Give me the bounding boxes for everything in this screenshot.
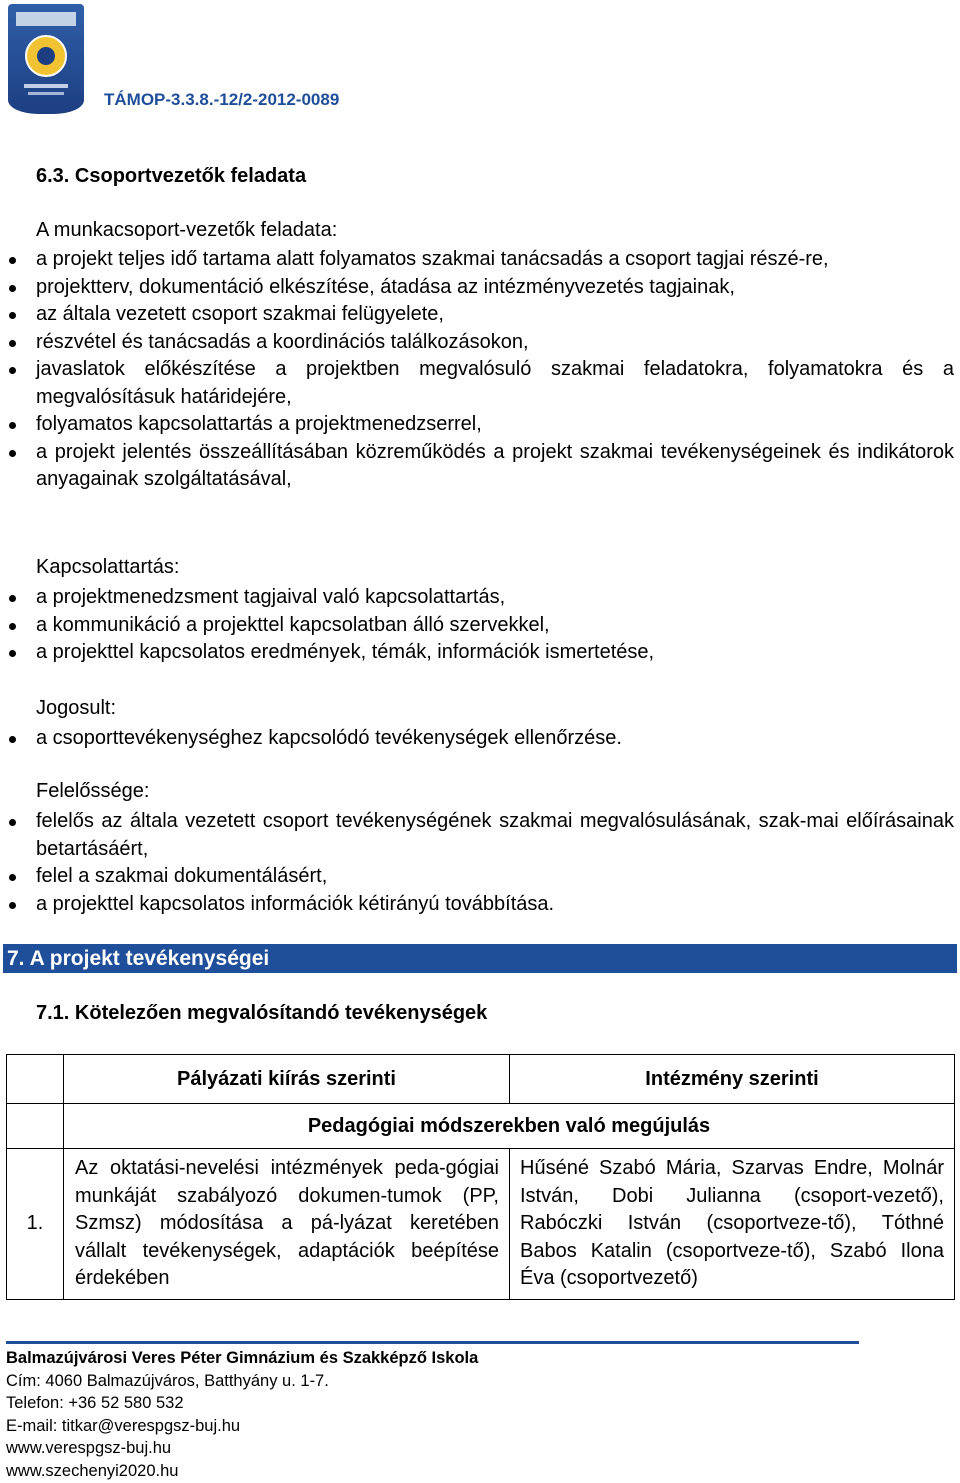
list-item: a projekttel kapcsolatos eredmények, témák, információk ismertetése, xyxy=(0,639,960,667)
activities-table xyxy=(6,1054,955,1300)
list-item: a csoporttevékenységhez kapcsolódó tevékenységek ellenőrzése. xyxy=(0,725,960,753)
column-header: Pályázati kiírás szerinti xyxy=(64,1055,510,1104)
task-list xyxy=(0,246,960,494)
bullet-icon xyxy=(9,819,16,826)
bullet-icon xyxy=(9,312,16,319)
section-heading-7: 7. A projekt tevékenységei xyxy=(3,944,957,973)
footer-address: Cím: 4060 Balmazújváros, Batthyány u. 1-7. xyxy=(6,1371,329,1390)
table-empty-cell xyxy=(7,1104,64,1149)
bullet-icon xyxy=(9,257,16,264)
footer-divider xyxy=(6,1341,859,1344)
list-item: a projekt teljes idő tartama alatt folyamatos szakmai tanácsadás a csoport tagjai részé-re, xyxy=(0,246,960,274)
list-item: projektterv, dokumentáció elkészítése, átadása az intézményvezetés tagjainak, xyxy=(0,274,960,302)
list-item: felel a szakmai dokumentálásért, xyxy=(0,863,960,891)
footer-school-name: Balmazújvárosi Veres Péter Gimnázium és Szakképző Iskola xyxy=(6,1349,479,1367)
list-item: folyamatos kapcsolattartás a projektmenedzserrel, xyxy=(0,411,960,439)
intro-text: A munkacsoport-vezetők feladata: xyxy=(36,219,338,241)
school-logo xyxy=(8,4,84,114)
project-code: TÁMOP-3.3.8.-12/2-2012-0089 xyxy=(104,90,340,109)
column-header: Intézmény szerinti xyxy=(510,1055,955,1104)
section-title-6-3: 6.3. Csoportvezetők feladata xyxy=(36,165,307,187)
bullet-icon xyxy=(9,422,16,429)
jogosult-list xyxy=(0,725,960,753)
list-item: a projekttel kapcsolatos információk kétirányú továbbítása. xyxy=(0,891,960,919)
table-row xyxy=(7,1149,955,1300)
footer-email: E-mail: titkar@verespgsz-buj.hu xyxy=(6,1416,241,1435)
bullet-icon xyxy=(9,623,16,630)
list-item: a projektmenedzsment tagjaival való kapcsolattartás, xyxy=(0,584,960,612)
table-empty-cell xyxy=(7,1055,64,1104)
list-item: az általa vezetett csoport szakmai felügyelete, xyxy=(0,301,960,329)
bullet-icon xyxy=(9,285,16,292)
bullet-icon xyxy=(9,450,16,457)
footer xyxy=(6,1347,478,1483)
category-header: Pedagógiai módszerekben való megújulás xyxy=(64,1104,955,1149)
section-title-7-1: 7.1. Kötelezően megvalósítandó tevékenységek xyxy=(36,1002,488,1024)
list-item: részvétel és tanácsadás a koordinációs találkozásokon, xyxy=(0,329,960,357)
activity-cell: Az oktatási-nevelési intézmények peda-gógiai munkáját szabályozó dokumen-tumok (PP, Szmsz) módosítása a pá-lyázat keretében vállalt tevékenységek, adaptációk beépítése érdekében xyxy=(64,1149,510,1300)
felelossege-label: Felelőssége: xyxy=(36,780,150,802)
footer-phone: Telefon: +36 52 580 532 xyxy=(6,1394,184,1413)
kapcsolattartas-label: Kapcsolattartás: xyxy=(36,556,180,578)
bullet-icon xyxy=(9,650,16,657)
list-item: javaslatok előkészítése a projektben megvalósuló szakmai feladatokra, folyamatokra és a megvalósításuk határidejére, xyxy=(0,356,960,411)
bullet-icon xyxy=(9,595,16,602)
bullet-icon xyxy=(9,736,16,743)
bullet-icon xyxy=(9,340,16,347)
table-span-header-row xyxy=(7,1104,955,1149)
footer-website-link[interactable]: www.verespgsz-buj.hu xyxy=(6,1439,172,1458)
kapcsolattartas-list xyxy=(0,584,960,667)
row-number: 1. xyxy=(7,1149,64,1300)
jogosult-label: Jogosult: xyxy=(36,697,117,719)
list-item: a kommunikáció a projekttel kapcsolatban álló szervekkel, xyxy=(0,612,960,640)
felelossege-list xyxy=(0,808,960,918)
list-item: a projekt jelentés összeállításában közreműködés a projekt szakmai tevékenységeinek és indikátorok anyagainak szolgáltatásával, xyxy=(0,439,960,494)
footer-website-link[interactable]: www.szechenyi2020.hu xyxy=(6,1461,179,1480)
list-item: felelős az általa vezetett csoport tevékenységének szakmai megvalósulásának, szak-mai előírásainak betartásáért, xyxy=(0,808,960,863)
responsible-people-cell: Hűséné Szabó Mária, Szarvas Endre, Molnár István, Dobi Julianna (csoport-vezető), Rabóczki István (csoportveze-tő), Tóthné Babos Katalin (csoportveze-tő), Szabó Ilona Éva (csoportvezető) xyxy=(510,1149,955,1300)
bullet-icon xyxy=(9,367,16,374)
bullet-icon xyxy=(9,874,16,881)
table-header-row xyxy=(7,1055,955,1104)
bullet-icon xyxy=(9,902,16,909)
